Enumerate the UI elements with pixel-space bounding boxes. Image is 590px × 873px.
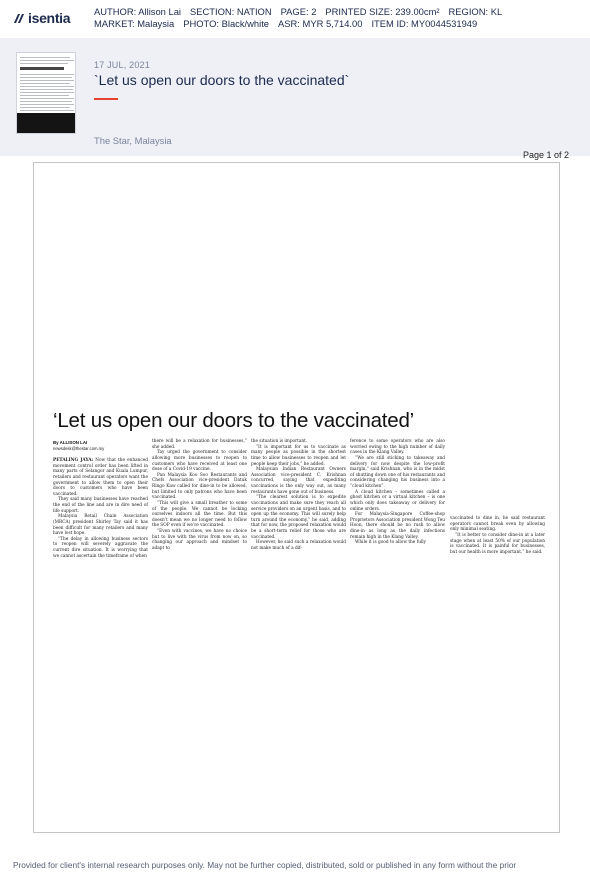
article-paragraph: “It is better to consider dine-in at a later stage when at least 50% of our population is vaccinated. It is painful for businesses, but our health is more important,” he said.	[450, 532, 545, 555]
article-summary-title: `Let us open our doors to the vaccinated`	[94, 72, 350, 88]
logo-text: isentia	[28, 10, 71, 26]
page-indicator: Page 1 of 2	[522, 150, 569, 160]
article-paragraph: They said many businesses have reached the end of the line and are in dire need of life support.	[53, 497, 148, 514]
article-paragraph: However, he said such a relaxation would not make much of a dif-	[251, 540, 346, 551]
article-paragraph: “The clearest solution is to expedite vaccinations and make sure they reach all service providers on an urgent basis, and to open up the economy. This will surely help turn around the economy,” he said, adding that for now, the proposed relaxation would be a short-term relief for those who are vaccinated.	[251, 495, 346, 540]
article-paragraph: PETALING JAYA: Now that the enhanced movement control order has been lifted in many parts of Selangor and Kuala Lumpur, retailers and restaurant operators want the government to allow them to open their doors to customers who have been vaccinated.	[53, 458, 149, 497]
article-paragraph: vaccinated to dine in, he said restaurant operators cannot break even by allowing only minimal seating.	[450, 516, 545, 533]
page-field: PAGE: 2	[280, 6, 317, 17]
summary-band	[0, 38, 590, 156]
article-byline: By ALLISON LAI	[53, 440, 88, 445]
article-column-2	[152, 439, 247, 552]
article-paragraph: there will be a relaxation for businesses,” she added.	[152, 439, 247, 450]
author-field: AUTHOR: Allison Lai	[94, 6, 182, 17]
article-headline: ‘Let us open our doors to the vaccinated’	[53, 409, 415, 432]
photo-field: PHOTO: Black/white	[183, 18, 270, 29]
publication-source: The Star, Malaysia	[94, 135, 172, 146]
printed-size-field: PRINTED SIZE: 239.00cm²	[325, 6, 440, 17]
article-paragraph: Malaysia Retail Chain Association (MRCA) president Shirley Tay said it has been difficult for many retailers and many have lost hope.	[53, 514, 148, 537]
article-paragraph: “Even with vaccines, we have no choice but to live with the virus from now on, so changing our approach and mindset to adapt to	[152, 529, 247, 551]
market-field: MARKET: Malaysia	[94, 18, 175, 29]
article-paragraph: Pan Malaysia Koo Soo Restaurants and Chefs Association vice-president Datuk Ringo Kaw called for dine-in to be allowed, but limited to only patrons who have been vaccinated.	[152, 472, 247, 501]
region-field: REGION: KL	[448, 6, 503, 17]
article-email: newsdesk@thestar.com.my	[53, 446, 105, 451]
article-paragraph: A cloud kitchen – sometimes called a ghost kitchen or a virtual kitchen – is one which only does takeaway or delivery for online orders.	[350, 489, 445, 512]
article-paragraph: Tay urged the government to consider allowing more businesses to reopen to customers who have received at least one dose of a Covid-19 vaccine.	[152, 450, 247, 473]
article-paragraph: “This will give a small breather to some of the people. We cannot be locking ourselves indoors all the time. But this doesn’t mean we no longer need to follow the SOP even if we’re vaccinated.	[152, 500, 247, 529]
dateline: PETALING JAYA:	[53, 458, 94, 463]
item-id-field: ITEM ID: MY0044531949	[371, 18, 478, 29]
accent-rule	[94, 98, 118, 100]
article-column-4	[350, 439, 445, 546]
footer-disclaimer: Provided for client's internal research purposes only. May not be further copied, distributed, sold or published in any form without the prior	[13, 860, 517, 870]
isentia-logo	[12, 10, 70, 26]
asr-field: ASR: MYR 5,714.00	[278, 18, 363, 29]
article-paragraph: For Malaysia-Singapore Coffee-shop Proprietors Association president Wong Teu Hoon, there should be no rush to allow dine-in as long as the daily infections remain high in the Klang Valley.	[350, 512, 445, 540]
article-column-5	[450, 516, 545, 555]
report-header	[0, 0, 590, 36]
article-paragraph: While it is good to allow the fully	[355, 540, 427, 546]
page-thumbnail[interactable]	[16, 52, 76, 134]
metadata-block	[94, 6, 511, 30]
publication-date: 17 JUL, 2021	[94, 60, 150, 70]
article-column-1	[53, 458, 148, 559]
article-paragraph: “The delay in allowing business sectors to reopen will severely aggravate the current dire situation. It is worrying that we cannot ascertain the timeframe of when	[53, 536, 148, 559]
article-paragraph: the situation is important.	[251, 439, 308, 444]
article-paragraph: “We are still sticking to takeaway and delivery for now despite the low-profit margin,” said Krishnan, who is in the midst of shutting down one of his restaurants and considering changing his business into a “cloud kitchen”.	[350, 455, 445, 489]
article-paragraph: Malaysian Indian Restaurant Owners Association vice-president C. Krishnan concurred, saying that expediting vaccinations is the only way out, as many restaurants have gone out of business.	[251, 467, 346, 495]
section-field: SECTION: NATION	[190, 6, 272, 17]
isentia-logo-icon	[12, 11, 26, 25]
article-column-3	[251, 439, 346, 552]
metadata-row-2	[94, 18, 511, 30]
article-paragraph: ference to some operators who are also worried owing to the high number of daily cases in the Klang Valley.	[350, 439, 445, 456]
article-clipping	[33, 162, 560, 833]
metadata-row-1	[94, 6, 511, 18]
article-paragraph: “It is important for us to vaccinate as many people as possible in the shortest time to allow businesses to reopen and let people keep their jobs,” he added.	[251, 444, 346, 467]
